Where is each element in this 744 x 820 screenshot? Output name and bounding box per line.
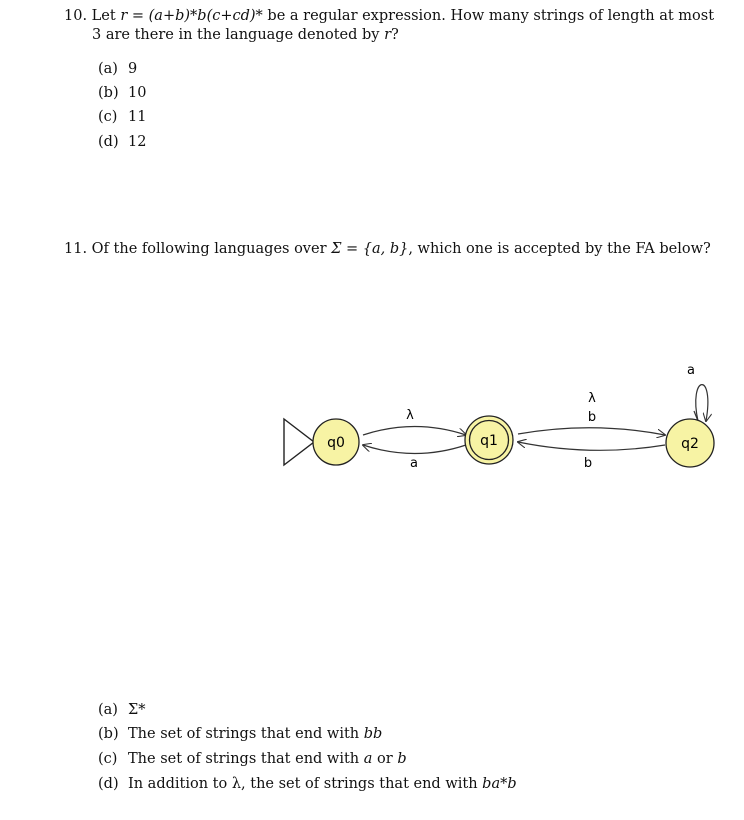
label-q1-q2-bottom: b: [587, 410, 597, 425]
q10-option-c: [98, 108, 146, 126]
q10-option-text: 9: [128, 61, 138, 77]
q11-option-c: [98, 750, 407, 768]
q11-option-text: In addition to λ, the set of strings that end with: [128, 776, 478, 792]
edge-q2-loop: [696, 385, 708, 421]
label-q2-loop: a: [687, 363, 695, 378]
q11-option-d: [98, 775, 517, 793]
label-q1-q0: a: [410, 456, 418, 471]
state-q1: [465, 416, 513, 464]
q11-option-em: ba*b: [482, 776, 517, 792]
q11-line1: [64, 240, 711, 258]
q11-option-label: (d): [98, 776, 119, 792]
q11-text-pre: Of the following languages over: [91, 241, 327, 257]
q11-option-label: (b): [98, 726, 119, 742]
q11-option-text: The set of strings that end with: [128, 751, 360, 767]
q10-option-label: (d): [98, 134, 119, 150]
q10-number: 10.: [64, 8, 88, 24]
q11-option-em: a: [363, 751, 373, 767]
q10-option-text: 11: [128, 109, 147, 125]
q10-r-var: r: [120, 8, 128, 24]
q10-expression: (a+b)*b(c+cd)*: [148, 8, 263, 24]
q10-option-b: [98, 84, 146, 102]
q10-option-label: (b): [98, 85, 119, 101]
state-q0: [313, 419, 359, 465]
q10-option-label: (c): [98, 109, 118, 125]
fa-diagram: [270, 355, 730, 480]
label-q2-q1: b: [583, 456, 593, 471]
q11-option-label: (a): [98, 702, 118, 718]
label-q0-q1: λ: [406, 408, 414, 423]
q10-option-label: (a): [98, 61, 118, 77]
edge-q1-q0: [363, 445, 466, 454]
edge-q1-q2: [518, 428, 665, 435]
q11-option-a: [98, 701, 146, 719]
q11-text-post: , which one is accepted by the FA below?: [408, 241, 711, 257]
edge-q2-q1: [518, 442, 665, 450]
state-q2-label: q2: [681, 436, 699, 452]
state-q0-label: q0: [327, 435, 345, 451]
q10-line2: [92, 26, 399, 44]
q10-option-text: 12: [128, 134, 147, 150]
q11-option-mid: or: [377, 751, 393, 767]
q10-line2-var: r: [384, 27, 392, 43]
q10-line2-text: 3 are there in the language denoted by: [92, 27, 380, 43]
initial-state-marker: [284, 419, 314, 465]
q10-option-a: [98, 60, 137, 78]
q11-option-text: Σ*: [128, 702, 146, 718]
state-q1-label: q1: [480, 433, 498, 449]
q10-line1: [64, 7, 714, 25]
q11-option-em2: b: [397, 751, 407, 767]
q10-text-pre: Let: [91, 8, 116, 24]
q11-option-label: (c): [98, 751, 118, 767]
state-q2: [666, 419, 714, 467]
q10-line2-end: ?: [391, 27, 399, 43]
q11-option-text: The set of strings that end with: [128, 726, 360, 742]
label-q1-q2-top: λ: [588, 391, 596, 406]
q10-equals: =: [131, 8, 145, 24]
q10-text-post: be a regular expression. How many strings of length at most: [267, 8, 715, 24]
q10-option-text: 10: [128, 85, 147, 101]
edge-q0-q1: [363, 427, 466, 436]
q11-option-em: bb: [363, 726, 383, 742]
q11-sigma-def: Σ = {a, b}: [331, 241, 409, 257]
q11-option-b: [98, 725, 382, 743]
q11-number: 11.: [64, 241, 88, 257]
q10-option-d: [98, 133, 146, 151]
